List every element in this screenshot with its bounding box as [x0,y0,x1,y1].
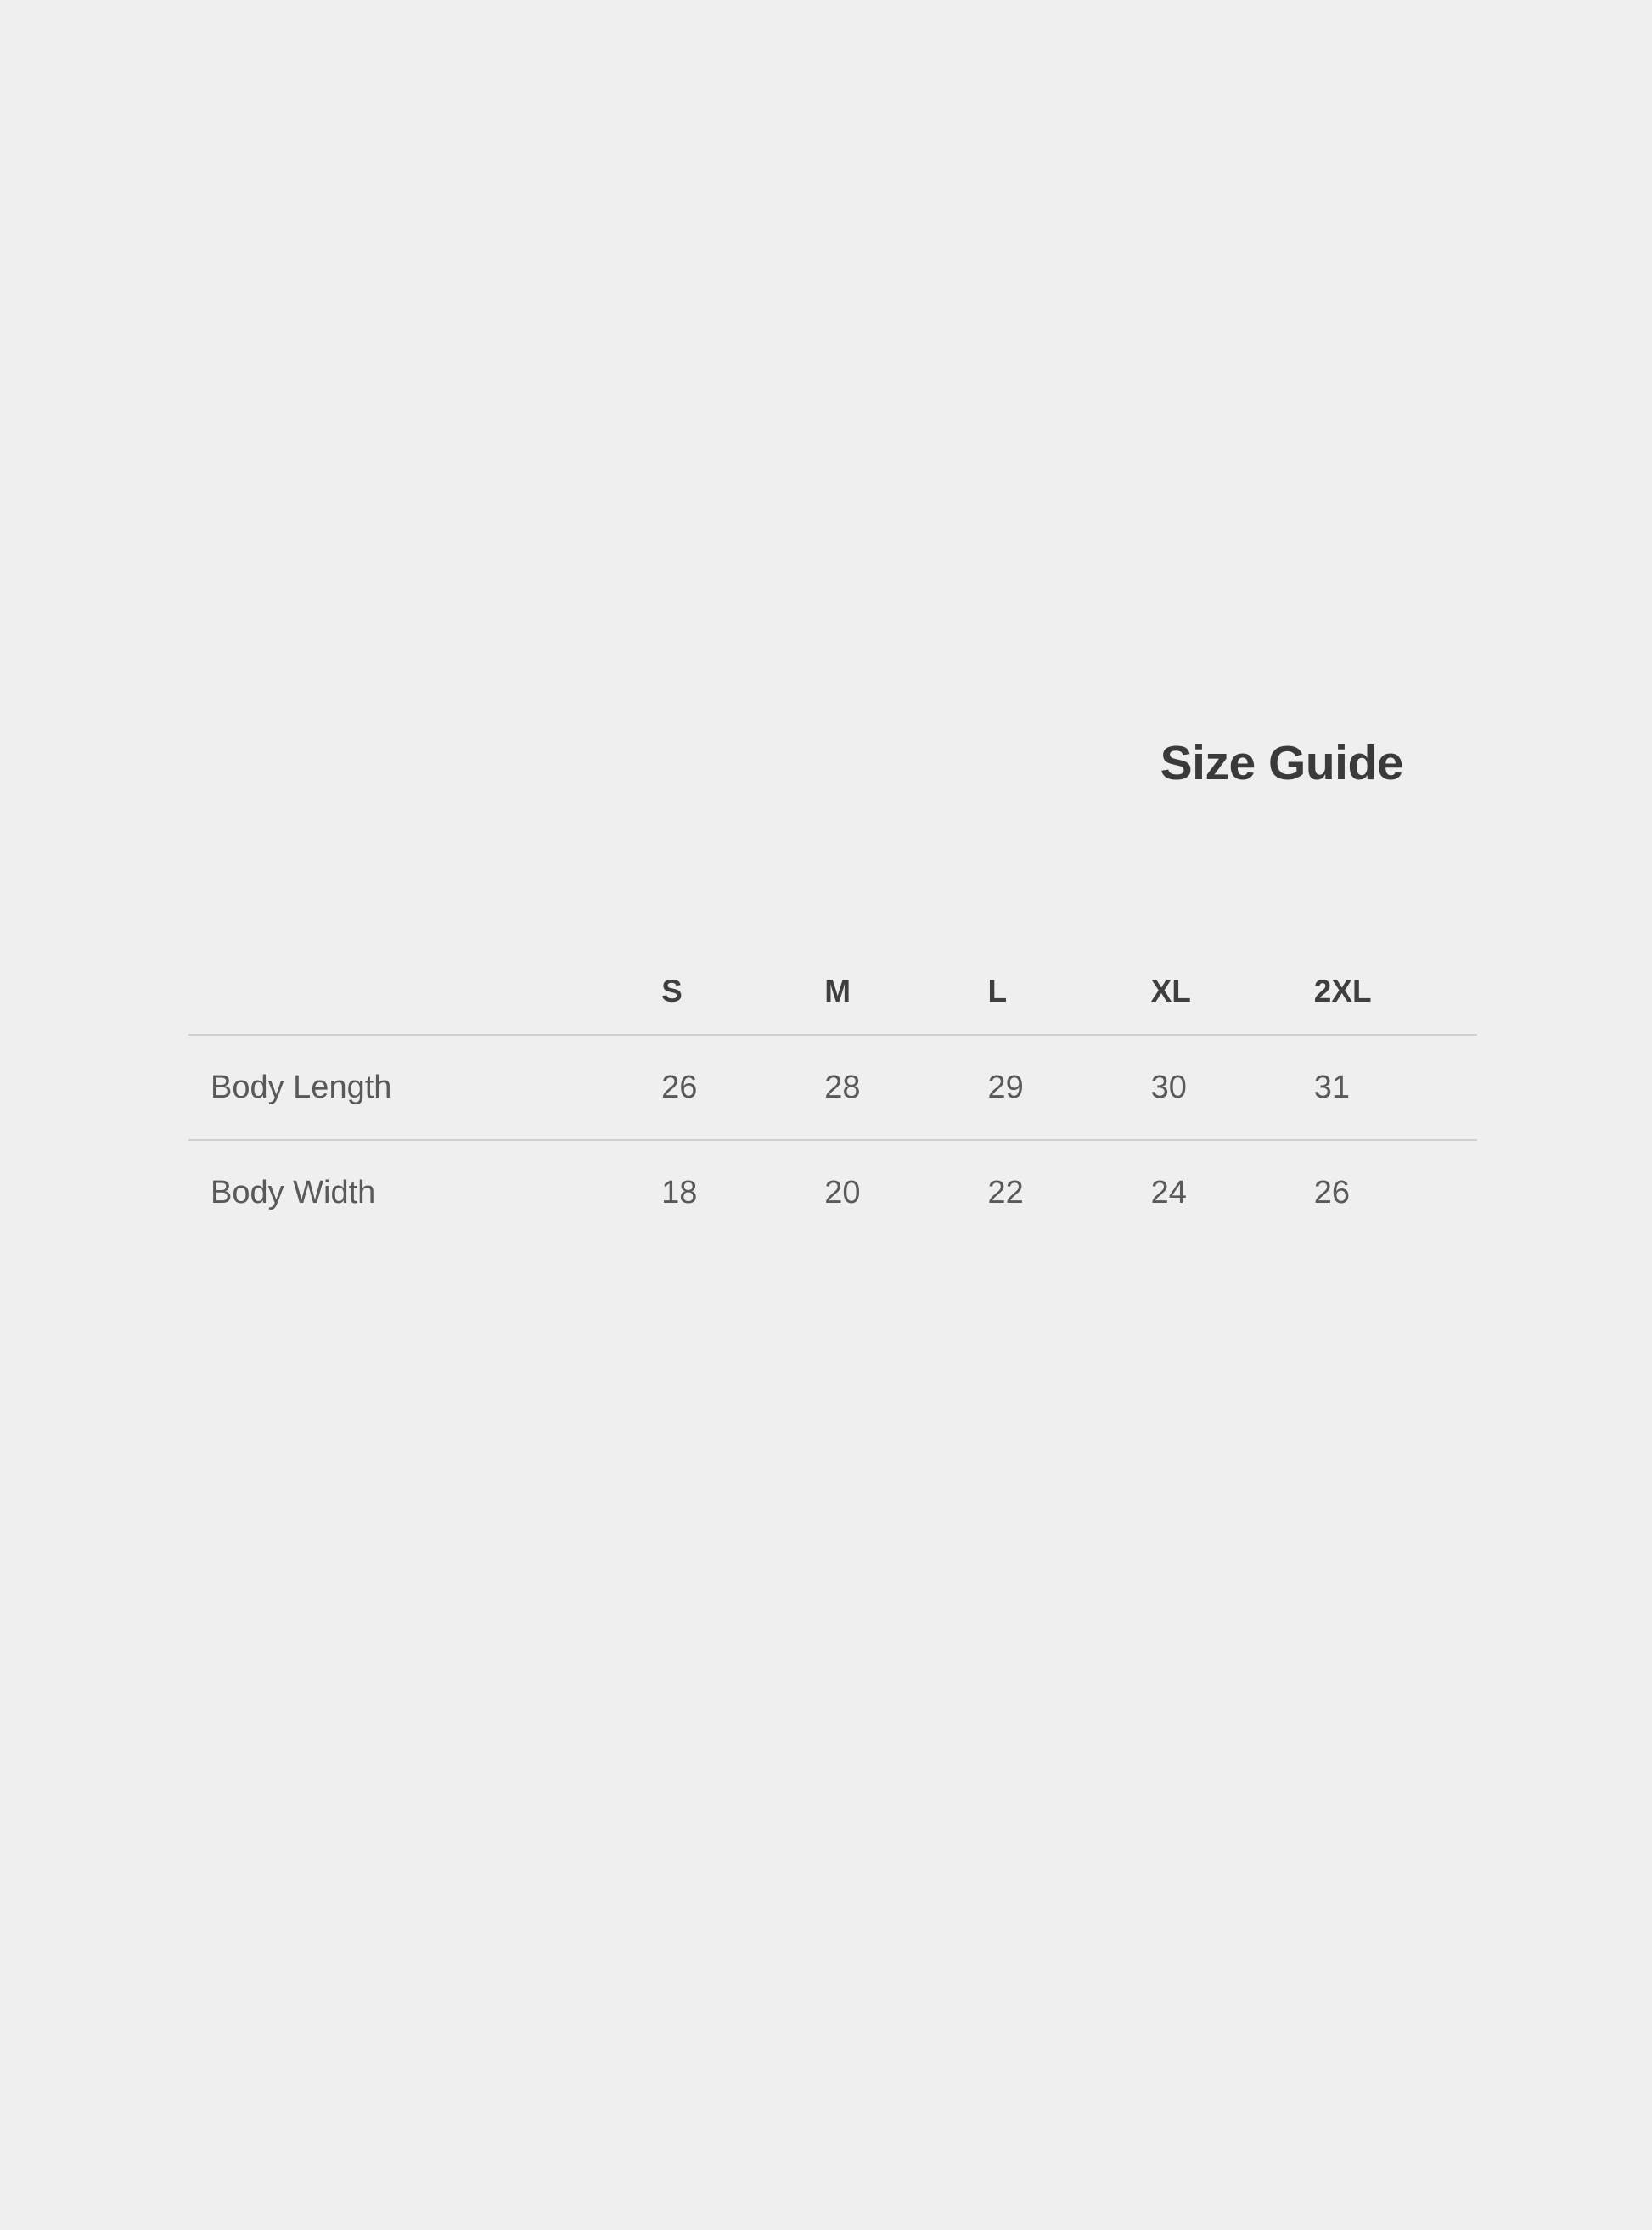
cell-body-length-l: 29 [987,1069,1024,1105]
cell-body-length-2xl: 31 [1313,1069,1351,1105]
cell-body-width-2xl: 26 [1313,1174,1351,1210]
column-header-s: S [661,974,683,1008]
column-header-2xl: 2XL [1313,974,1372,1008]
cell-body-length-m: 28 [824,1069,861,1105]
cell-body-width-s: 18 [661,1174,698,1210]
column-header-m: M [824,974,851,1008]
cell-body-width-l: 22 [987,1174,1024,1210]
table-body [188,1035,1477,1244]
table-corner-header [188,959,661,1035]
cell-body-width-xl: 24 [1150,1174,1187,1210]
row-label-body-width: Body Width [211,1174,376,1210]
table-header-row [188,959,1477,1035]
cell-body-length-s: 26 [661,1069,698,1105]
page-title: Size Guide [1160,736,1403,790]
row-label-body-length: Body Length [211,1069,392,1105]
cell-body-length-xl: 30 [1150,1069,1187,1105]
table-row [188,1140,1477,1244]
column-header-xl: XL [1150,974,1191,1008]
cell-body-width-m: 20 [824,1174,861,1210]
table-row [188,1035,1477,1140]
column-header-l: L [987,974,1008,1008]
table-header [188,959,1477,1035]
size-guide-table [188,959,1477,1244]
